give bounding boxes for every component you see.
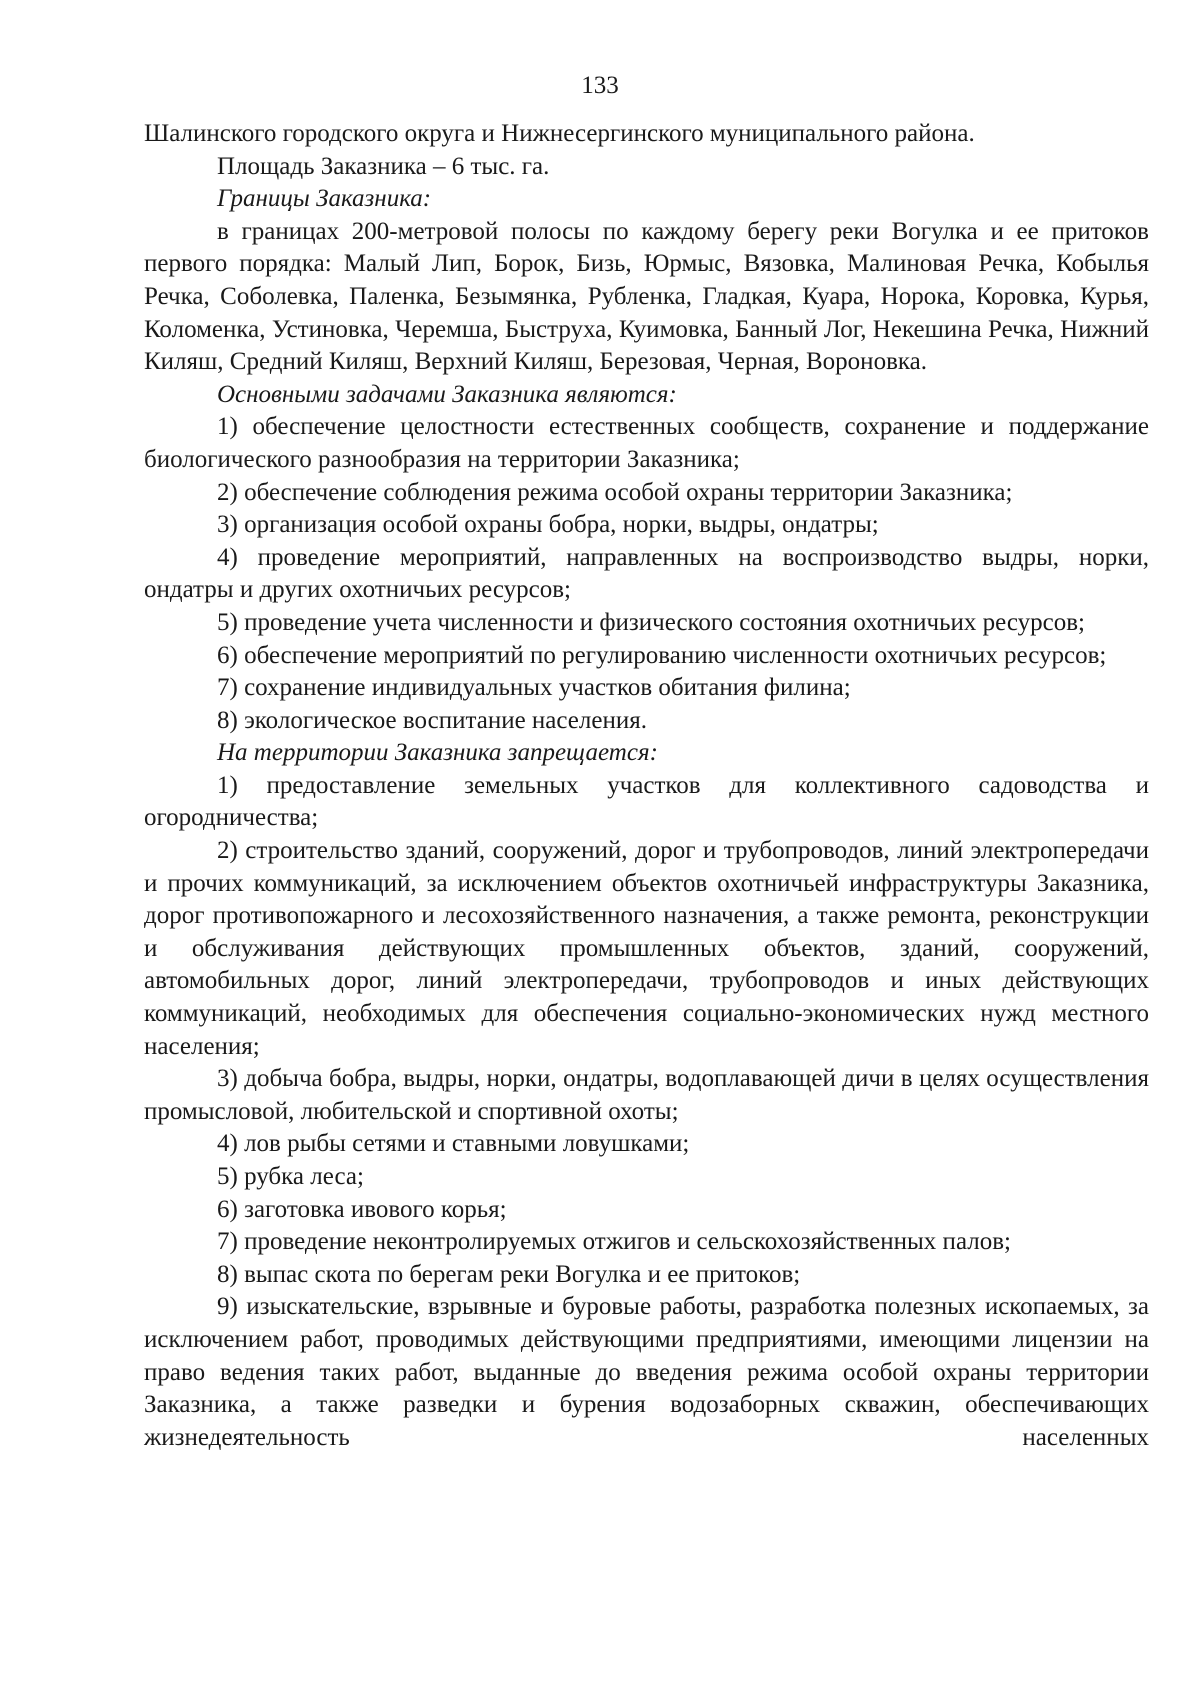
list-item: 3) добыча бобра, выдры, норки, ондатры, водоплавающей дичи в целях осуществления промысловой, любительской и спортивной охоты; <box>144 1065 1149 1125</box>
area-paragraph: Площадь Заказника – 6 тыс. га. <box>217 152 550 180</box>
list-item: 8) экологическое воспитание населения. <box>217 706 647 734</box>
list-item: 7) сохранение индивидуальных участков обитания филина; <box>217 674 851 702</box>
list-item: 4) проведение мероприятий, направленных на воспроизводство выдры, норки, ондатры и других охотничьих ресурсов; <box>144 543 1149 604</box>
boundaries-paragraph: в границах 200-метровой полосы по каждому берегу реки Вогулка и ее притоков первого порядка: Малый Лип, Борок, Бизь, Юрмыс, Вязовка, Малиновая Речка, Кобылья Речка, Соболевка, Паленка, Безымянка, Рубленка, Гладкая, Куара, Норока, Коровка, Курья, Коломенка, Устиновка, Черемша, Быструха, Куимовка, Банный Лог, Некешина Речка, Нижний Киляш, Средний Киляш, Верхний Киляш, Березовая, Черная, Вороновка. <box>144 217 1149 376</box>
list-item: 1) обеспечение целостности естественных сообществ, сохранение и поддержание биологического разнообразия на территории Заказника; <box>144 413 1149 473</box>
intro-continuation: Шалинского городского округа и Нижнесергинского муниципального района. <box>144 120 975 147</box>
list-item: 2) обеспечение соблюдения режима особой охраны территории Заказника; <box>217 478 1013 506</box>
list-item: 5) проведение учета численности и физического состояния охотничьих ресурсов; <box>217 608 1085 636</box>
list-item: 7) проведение неконтролируемых отжигов и сельскохозяйственных палов; <box>217 1228 1011 1256</box>
list-item: 1) предоставление земельных участков для коллективного садоводства и огородничества; <box>144 771 1149 832</box>
prohibitions-list <box>144 770 1149 1454</box>
list-item: 8) выпас скота по берегам реки Вогулка и ее притоков; <box>217 1260 801 1288</box>
page-number: 133 <box>581 72 619 99</box>
list-item: 4) лов рыбы сетями и ставными ловушками; <box>217 1130 690 1158</box>
tasks-list <box>144 411 1149 737</box>
prohibitions-heading: На территории Заказника запрещается: <box>217 739 658 767</box>
list-item: 6) обеспечение мероприятий по регулированию численности охотничьих ресурсов; <box>217 641 1107 669</box>
list-item: 6) заготовка ивового корья; <box>217 1195 507 1223</box>
tasks-heading: Основными задачами Заказника являются: <box>217 380 677 408</box>
list-item: 9) изыскательские, взрывные и буровые работы, разработка полезных ископаемых, за исключением работ, проводимых действующими предприятиями, имеющими лицензии на право ведения таких работ, выданные до введения режима особой охраны территории Заказника, а также разведки и бурения водозаборных скважин, обеспечивающих жизнедеятельность населенных <box>144 1293 1149 1451</box>
boundaries-heading: Границы Заказника: <box>217 185 432 213</box>
list-item: 2) строительство зданий, сооружений, дорог и трубопроводов, линий электропередачи и прочих коммуникаций, за исключением объектов охотничьей инфраструктуры Заказника, дорог противопожарного и лесохозяйственного назначения, а также ремонта, реконструкции и обслуживания действующих промышленных объектов, зданий, сооружений, автомобильных дорог, линий электропередачи, трубопроводов и иных действующих коммуникаций, необходимых для обеспечения социально-экономических нужд местного населения; <box>144 837 1149 1060</box>
list-item: 3) организация особой охраны бобра, норки, выдры, ондатры; <box>217 511 879 539</box>
list-item: 5) рубка леса; <box>217 1163 364 1190</box>
document-body <box>144 118 1149 1454</box>
